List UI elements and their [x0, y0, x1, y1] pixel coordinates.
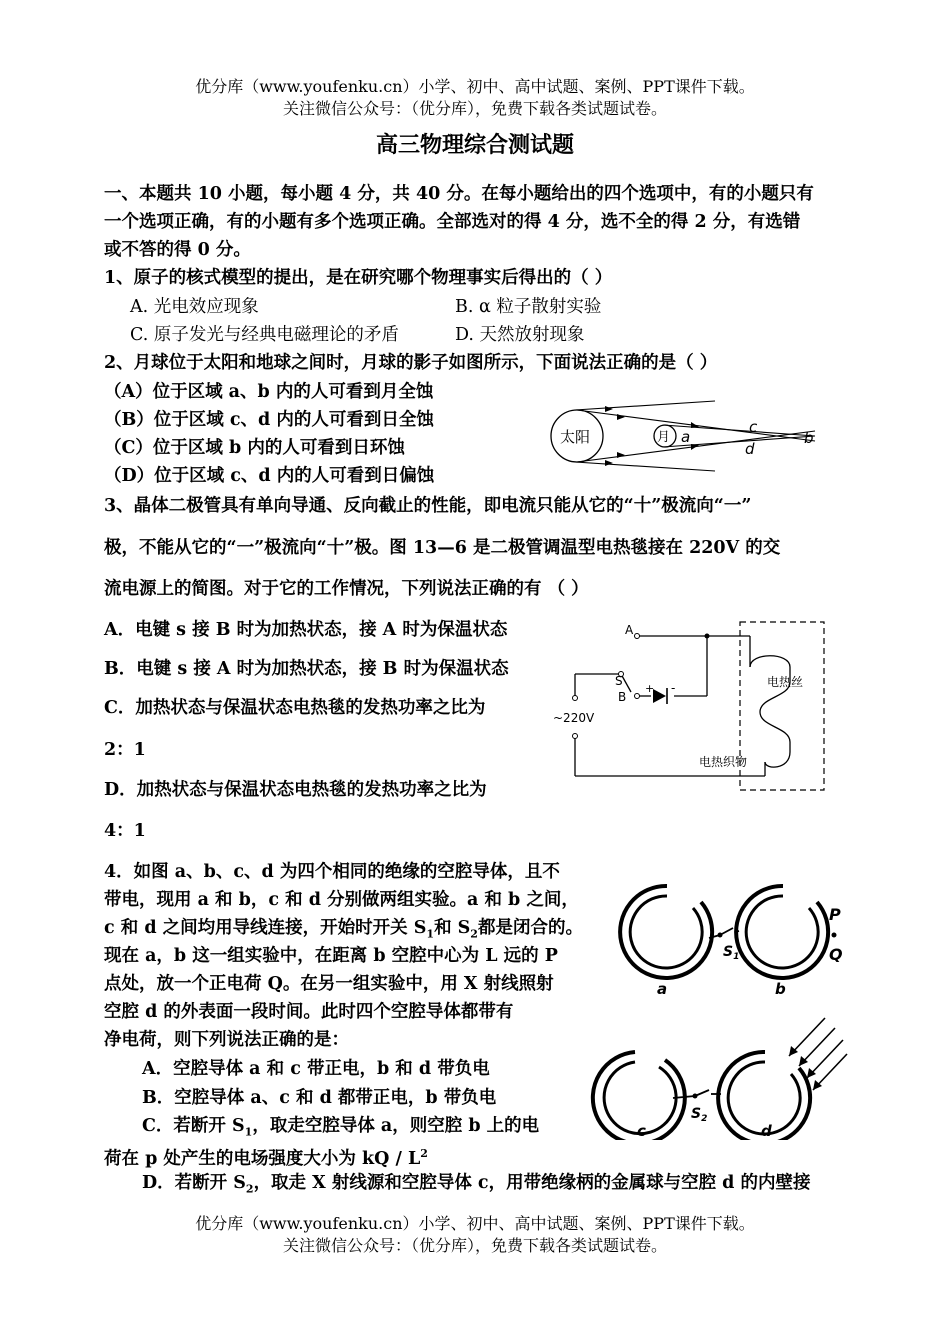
label-terminal-b: B [618, 690, 627, 704]
q4-option-d-1: D．若断开 $S_2$，取走 X 射线源和空腔导体 c，用带绝缘柄的金属球与空腔 d 的内壁接 [142, 1173, 811, 1196]
q2-stem: 2、月球位于太阳和地球之间时，月球的影子如图所示，下面说法正确的是（ ） [104, 353, 718, 373]
label-diode-minus: - [671, 681, 676, 695]
q4-stem-7: 净电荷，则下列说法正确的是： [104, 1030, 349, 1050]
q3-stem-2: 极，不能从它的“一”极流向“十”极。图 13—6 是二极管调温型电热毯接在 220V 的交 [104, 538, 781, 558]
q4-stem-4: 现在 a，b 这一组实验中，在距离 b 空腔中心为 L 远的 P [104, 946, 558, 966]
q4-option-a: A．空腔导体 a 和 c 带正电，b 和 d 带负电 [142, 1059, 490, 1079]
q1-option-b: B. α 粒子散射实验 [455, 297, 602, 317]
region-b-label: b [804, 429, 814, 447]
hollow-conductors-ab-diagram [605, 880, 850, 1000]
terminal-b [635, 694, 640, 699]
section-instructions-2: 一个选项正确，有的小题有多个选项正确。全部选对的得 4 分，选不全的得 2 分，有选错 [104, 212, 801, 232]
junction-dot [705, 634, 710, 639]
ray-arrow-6 [691, 444, 699, 450]
source-terminal-bottom [573, 734, 578, 739]
q3-stem-1: 3、晶体二极管具有单向导通、反向截止的性能，即电流只能从它的“十”极流向“一” [104, 496, 752, 516]
header-line-2: 关注微信公众号：（优分库），免费下载各类试题试卷。 [282, 99, 667, 118]
q1-option-c: C. 原子发光与经典电磁理论的矛盾 [130, 325, 399, 345]
ray-arrow-1 [605, 406, 613, 412]
q1-stem: 1、原子的核式模型的提出，是在研究哪个物理事实后得出的（ ） [104, 268, 613, 288]
label-s1: $S_1$ [723, 944, 740, 962]
q4-stem-6: 空腔 d 的外表面一段时间。此时四个空腔导体都带有 [104, 1002, 514, 1022]
ray-arrow-2 [605, 460, 613, 466]
label-a: a [657, 980, 668, 998]
q3-option-d-2: 4：1 [104, 821, 146, 841]
switch-s1-contact [718, 933, 723, 938]
header-line-1: 优分库（www.youfenku.cn）小学、初中、高中试题、案例、PPT课件下载。 [195, 77, 755, 96]
q2-option-a: （A）位于区域 a、b 内的人可看到月全蚀 [104, 382, 434, 402]
conductor-b [736, 886, 828, 978]
q3-stem-3: 流电源上的简图。对于它的工作情况，下列说法正确的有 （ ） [104, 579, 589, 599]
region-a-label: a [681, 428, 691, 446]
light-rays [575, 401, 815, 471]
diode-icon [653, 689, 666, 703]
section-instructions-3: 或不答的得 0 分。 [104, 240, 251, 260]
label-source: ~220V [553, 711, 595, 725]
label-c: c [637, 1122, 646, 1140]
q4-stem-3: c 和 d 之间均用导线连接，开始时开关 $S_1$和 $S_2$都是闭合的。 [104, 918, 583, 941]
region-c-label: c [749, 418, 758, 436]
q3-option-c-2: 2：1 [104, 740, 146, 760]
label-p: P [829, 905, 841, 924]
label-switch-s: S [615, 674, 623, 688]
label-heating-wire: 电热丝 [767, 675, 804, 689]
label-d: d [761, 1122, 772, 1140]
ray-arrow-4 [617, 452, 625, 458]
q1-option-d: D. 天然放射现象 [455, 325, 585, 345]
switch-s2-contact [693, 1094, 698, 1099]
terminal-a [635, 634, 640, 639]
conductor-a [620, 886, 712, 978]
label-q: Q [829, 945, 843, 964]
moon-label: 月 [657, 430, 671, 445]
section-instructions-1: 一、本题共 10 小题，每小题 4 分，共 40 分。在每小题给出的四个选项中，有的小题只有 [104, 184, 814, 204]
circuit-wires [575, 636, 790, 776]
q3-option-b: B．电键 s 接 A 时为加热状态，接 B 时为保温状态 [104, 659, 509, 679]
ray-arrow-5 [691, 422, 699, 428]
q3-option-c-1: C．加热状态与保温状态电热毯的发热功率之比为 [104, 698, 486, 718]
point-p-dot [832, 933, 837, 938]
q2-option-b: （B）位于区域 c、d 内的人可看到日全蚀 [104, 410, 434, 430]
sun-label: 太阳 [560, 428, 591, 446]
q4-option-b: B．空腔导体 a、c 和 d 都带正电，b 带负电 [142, 1088, 497, 1108]
footer-line-2: 关注微信公众号：（优分库），免费下载各类试题试卷。 [282, 1236, 667, 1255]
q1-option-a: A. 光电效应现象 [130, 297, 259, 317]
label-heating-fabric: 电热织物 [699, 755, 748, 769]
eclipse-diagram [545, 396, 825, 476]
q4-stem-5: 点处，放一个正电荷 Q。在另一组实验中，用 X 射线照射 [104, 974, 554, 994]
label-s2: $S_2$ [691, 1106, 708, 1124]
circuit-diagram [545, 612, 835, 797]
q3-option-d-1: D．加热状态与保温状态电热毯的发热功率之比为 [104, 780, 487, 800]
page-title: 高三物理综合测试题 [375, 132, 574, 158]
footer-line-1: 优分库（www.youfenku.cn）小学、初中、高中试题、案例、PPT课件下载。 [195, 1214, 755, 1233]
q4-stem-2: 带电，现用 a 和 b，c 和 d 分别做两组实验。a 和 b 之间， [104, 890, 579, 910]
ray-arrow-3 [617, 414, 625, 420]
region-d-label: d [745, 440, 755, 458]
q3-option-a: A．电键 s 接 B 时为加热状态，接 A 时为保温状态 [104, 620, 508, 640]
q4-stem-1: 4．如图 a、b、c、d 为四个相同的绝缘的空腔导体，且不 [104, 862, 560, 882]
label-terminal-a: A [625, 623, 634, 637]
hollow-conductors-cd-diagram [585, 1010, 850, 1140]
x-ray-beams [789, 1018, 847, 1090]
q4-option-c-1: C．若断开 $S_1$，取走空腔导体 a，则空腔 b 上的电 [142, 1116, 540, 1139]
q4-option-c-2: 荷在 p 处产生的电场强度大小为 kQ / $L^2$ [104, 1147, 428, 1169]
source-terminal-top [573, 696, 578, 701]
label-diode-plus: + [645, 682, 655, 695]
q2-option-d: （D）位于区域 c、d 内的人可看到日偏蚀 [104, 466, 435, 486]
label-b: b [775, 980, 786, 998]
q2-option-c: （C）位于区域 b 内的人可看到日环蚀 [104, 438, 405, 458]
